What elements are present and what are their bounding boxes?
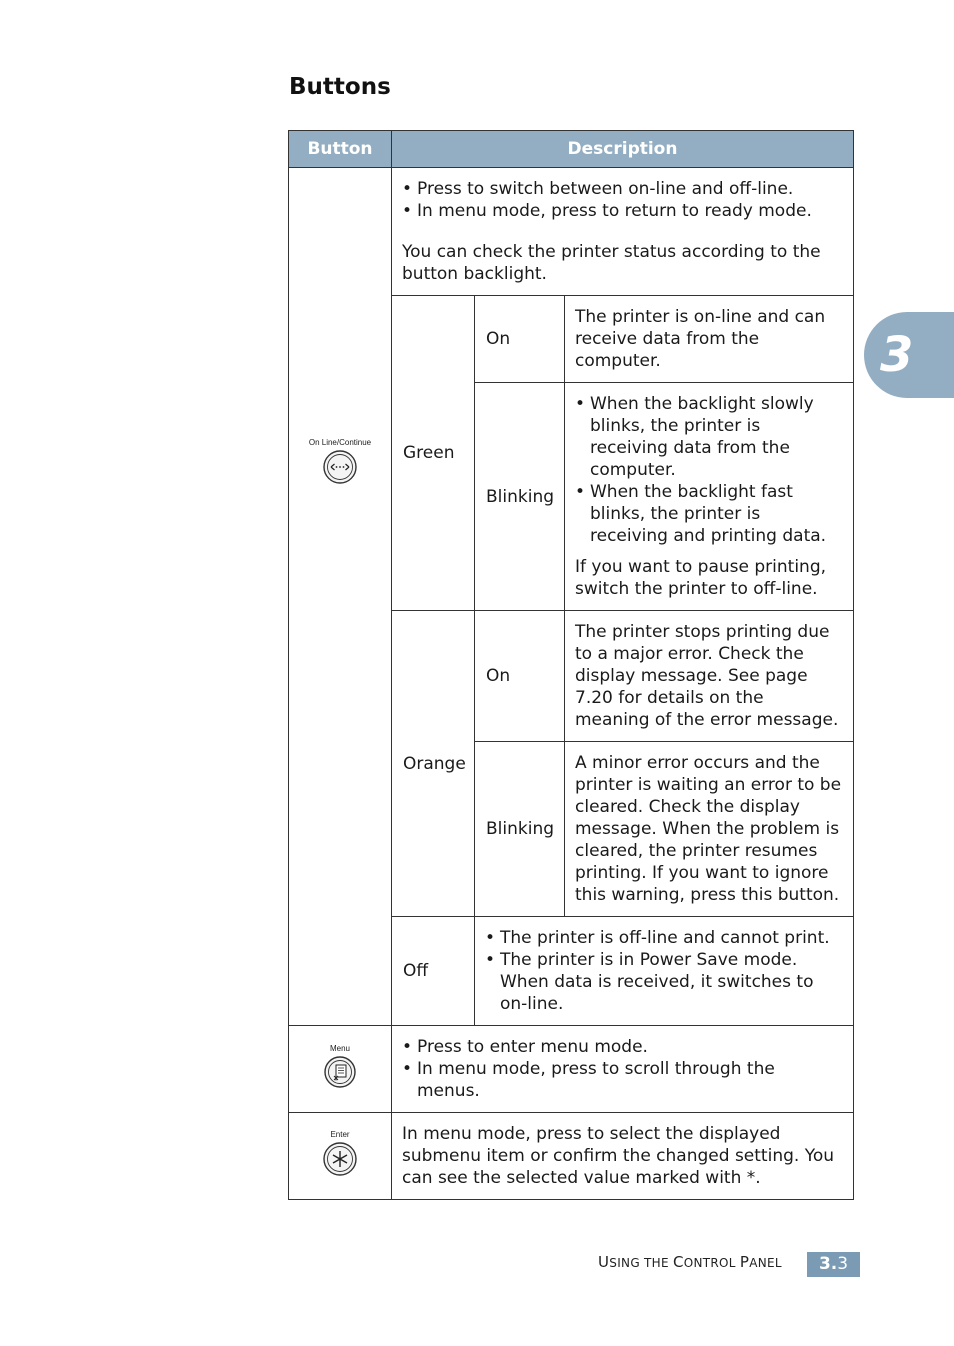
off-bullet: • The printer is in Power Save mode. When data is received, it switches to on-line. [485,949,843,1015]
off-label: Off [392,917,475,1026]
green-blinking-label: Blinking [475,383,565,611]
menu-button-cell [289,1026,392,1113]
footer-sing: SING THE [609,1256,673,1270]
online-continue-button[interactable] [309,438,371,491]
page-number [807,1252,860,1277]
table-row [289,1026,854,1113]
menu-icon [323,1055,357,1089]
header-description: Description [392,131,854,168]
green-blinking-bullet: • When the backlight slowly blinks, the printer is receiving data from the computer. [575,393,843,481]
table-row [289,1113,854,1200]
online-intro-cell [392,168,854,296]
table-row [289,168,854,296]
footer-ontrol: ONTROL [683,1256,740,1270]
header-button: Button [289,131,392,168]
page-chapter: 3. [818,1254,838,1274]
enter-button-label: Enter [330,1129,350,1139]
footer-p: P [739,1253,750,1271]
page-num: 3 [837,1254,849,1274]
orange-blinking-desc: A minor error occurs and the printer is waiting an error to be cleared. Check the display message. When the problem is cleared, the printer resumes printing. If you want to ignore this warning, press this button. [565,742,854,917]
online-intro-bullet: • Press to switch between on-line and off-line. [402,178,843,200]
green-on-label: On [475,296,565,383]
menu-button[interactable] [323,1044,357,1095]
enter-icon [322,1141,358,1177]
green-blinking-bullet: • When the backlight fast blinks, the printer is receiving and printing data. [575,481,843,547]
menu-bullet: • In menu mode, press to scroll through the menus. [402,1058,843,1102]
footer-anel: ANEL [749,1256,782,1270]
running-footer [598,1253,782,1271]
enter-desc: In menu mode, press to select the displayed submenu item or confirm the changed setting. You can see the selected value marked with *. [392,1113,854,1200]
green-on-desc: The printer is on-line and can receive data from the computer. [565,296,854,383]
chapter-number: 3 [880,327,914,383]
online-button-cell [289,168,392,1026]
online-continue-icon [322,449,358,485]
green-blinking-desc [565,383,854,611]
green-label: Green [392,296,475,611]
orange-on-desc: The printer stops printing due to a major error. Check the display message. See page 7.20 for details on the meaning of the error message. [565,611,854,742]
page-title: Buttons [289,74,391,100]
orange-blinking-label: Blinking [475,742,565,917]
off-bullet: • The printer is off-line and cannot print. [485,927,843,949]
footer-u: U [598,1253,610,1271]
off-desc [475,917,854,1026]
online-intro-bullet: • In menu mode, press to return to ready mode. [402,200,843,222]
footer-c: C [672,1253,684,1271]
table-header-row [289,131,854,168]
orange-on-label: On [475,611,565,742]
menu-desc [392,1026,854,1113]
online-button-label: On Line/Continue [308,438,372,447]
enter-button-cell [289,1113,392,1200]
orange-label: Orange [392,611,475,917]
chapter-tab [864,312,954,398]
green-blinking-note: If you want to pause printing, switch the printer to off-line. [575,557,827,599]
enter-button[interactable] [322,1130,358,1183]
online-intro-note: You can check the printer status according to the button backlight. [402,242,821,284]
menu-button-label: Menu [329,1043,350,1053]
menu-bullet: • Press to enter menu mode. [402,1036,843,1058]
buttons-table [288,130,854,1200]
